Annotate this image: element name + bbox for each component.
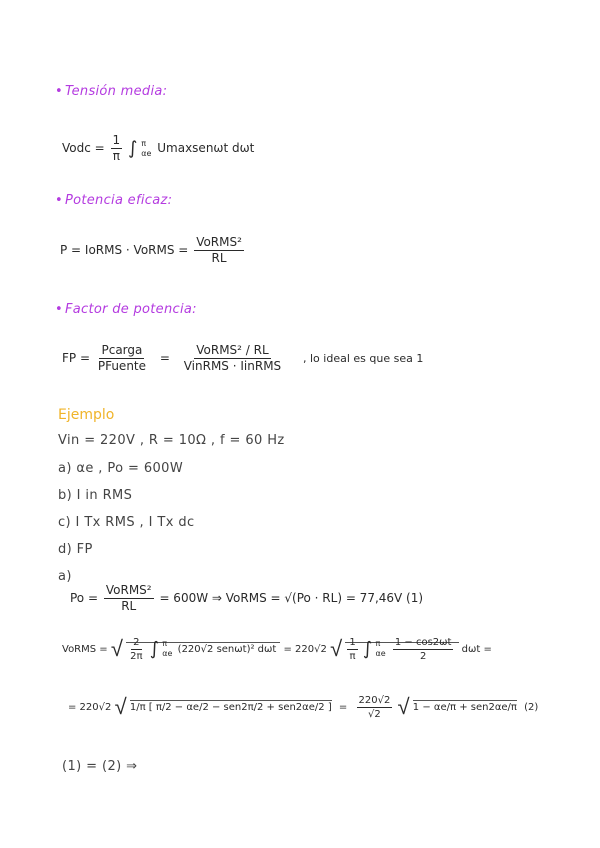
sqrt-body <box>345 636 458 662</box>
equation-vorms-result: = 220√2 √ 1/π [ π/2 − αe/2 − sen2π/2 + sen2αe/2 ] = $\frac{220√2}{√2}$ √ 1 − αe/π + sen2αe/π (2) <box>68 694 539 720</box>
fraction: $\frac{\text{VoRMS² / RL}}{\text{VinRMS · IinRMS}}$ <box>183 343 282 374</box>
bullet-icon: • <box>55 84 63 99</box>
integral-icon: ∫ <box>149 638 160 660</box>
fraction: $\frac{220√2}{√2}$ <box>358 694 391 720</box>
heading-factor-potencia: • Factor de potencia: <box>55 302 197 317</box>
fraction: $\frac{\text{Pcarga}}{\text{PFuente}}$ <box>97 343 147 374</box>
sqrt-icon: √ <box>330 637 343 662</box>
equation-vorms-integral: VoRMS = √ $\frac{2}{2\pi}$ ∫ π αe (220√2 senωt)² dωt = 220√2 √ $\frac{1}{\pi}$ ∫ π αe $\frac{1 - \cos 2\omega t}{2}$ dωt = <box>62 636 492 662</box>
solution-a-label: a) <box>58 569 72 584</box>
integral-limits: π αe <box>141 139 152 158</box>
example-item-a: a) αe , Po = 600W <box>58 461 184 476</box>
sqrt-icon: √ <box>110 637 123 662</box>
example-item-b: b) I in RMS <box>58 488 133 503</box>
bullet-icon: • <box>55 193 63 208</box>
fraction: $\frac{1}{\pi}$ <box>349 636 356 662</box>
sqrt-body: $\frac{2}{2\pi}$ ∫ π αe (220√2 senωt)² dωt <box>126 642 279 655</box>
fraction: $\frac{2}{2\pi}$ <box>130 636 143 662</box>
integral-limits: π αe <box>162 639 173 658</box>
equation-potencia: P = IoRMS · VoRMS = $\frac{\text{VoRMS²}}{RL}$ <box>60 235 242 266</box>
example-title: Ejemplo <box>58 407 115 423</box>
sqrt-icon: √ <box>114 695 127 720</box>
fraction: $\frac{1 - \cos 2\omega t}{2}$ <box>394 636 452 662</box>
fraction: $\frac{\text{VoRMS²}}{RL}$ <box>196 235 242 266</box>
sqrt-icon: √ <box>397 695 410 720</box>
example-given: Vin = 220V , R = 10Ω , f = 60 Hz <box>58 433 285 448</box>
heading-tension-media: • Tensión media: <box>55 84 168 99</box>
fraction: $\frac{1}{\pi}$ <box>112 133 121 164</box>
equation-conclusion: (1) = (2) ⇒ <box>62 759 138 774</box>
integral-icon: ∫ <box>128 138 138 160</box>
integral-icon: ∫ <box>362 638 373 660</box>
fraction: $\frac{\text{VoRMS²}}{RL}$ <box>105 583 152 614</box>
equation-fp: FP = $\frac{\text{Pcarga}}{\text{PFuente}}$ = $\frac{\text{VoRMS² / RL}}{\text{VinRMS · IinRMS}}$ , lo ideal es que sea 1 <box>62 343 424 374</box>
bullet-icon: • <box>55 302 63 317</box>
sqrt-body: 1 − αe/π + sen2αe/π <box>412 702 517 713</box>
example-item-d: d) FP <box>58 542 93 557</box>
equation-po: Po = $\frac{\text{VoRMS²}}{RL}$ = 600W ⇒ VoRMS = √(Po · RL) = 77,46V (1) <box>70 583 424 614</box>
integral-limits: π αe <box>375 639 386 658</box>
equation-vodc: Vodc = $\frac{1}{\pi}$ ∫ π αe Umaxsenωt dωt <box>62 133 255 164</box>
heading-potencia-eficaz: • Potencia eficaz: <box>55 193 173 208</box>
example-item-c: c) I Tx RMS , I Tx dc <box>58 515 195 530</box>
sqrt-body: 1/π [ π/2 − αe/2 − sen2π/2 + sen2αe/2 ] <box>129 702 332 713</box>
